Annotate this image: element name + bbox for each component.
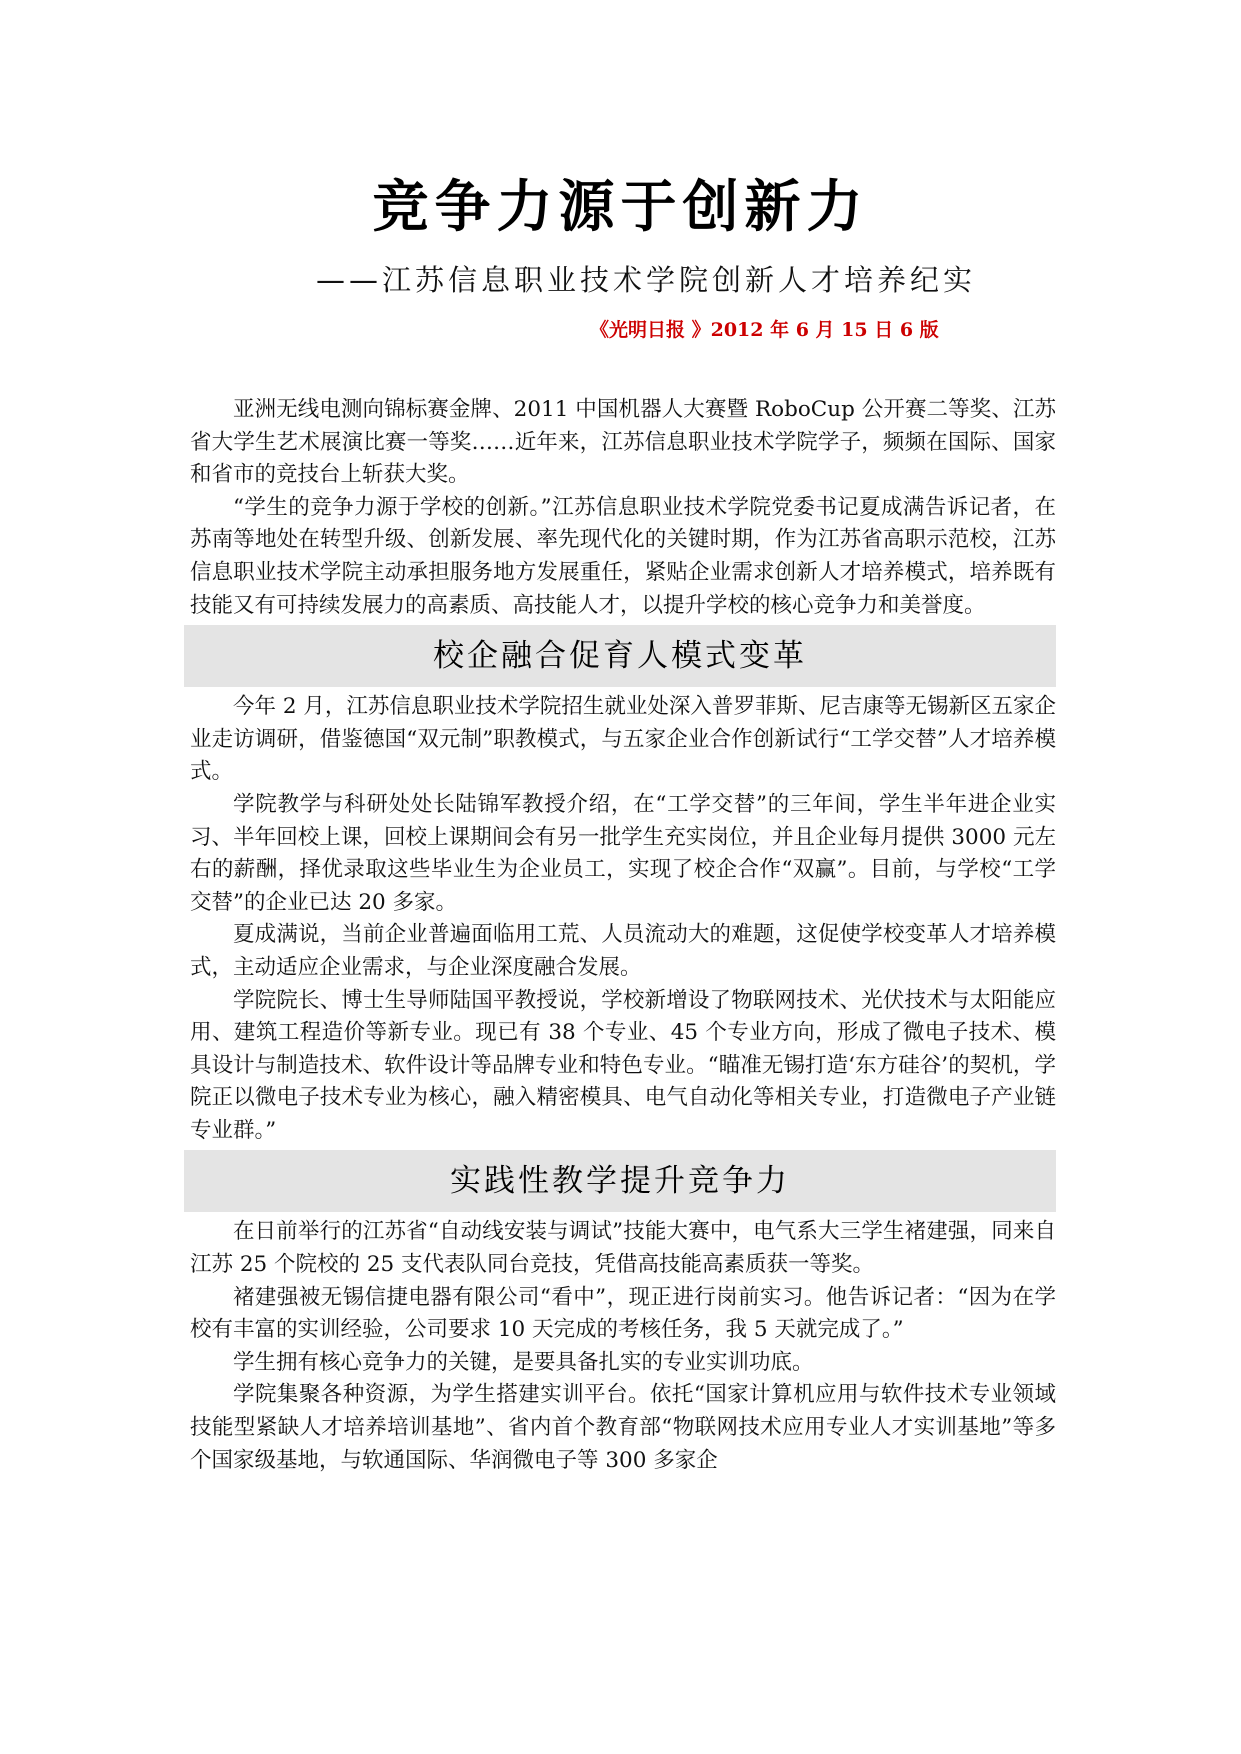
- section-heading-practical-teaching: 实践性教学提升竞争力: [184, 1150, 1056, 1212]
- section1-paragraph: 夏成满说，当前企业普遍面临用工荒、人员流动大的难题，这促使学校变革人才培养模式，主动适应企业需求，与企业深度融合发展。: [190, 922, 1056, 980]
- section2-paragraph: 在日前举行的江苏省“自动线安装与调试”技能大赛中，电气系大三学生褚建强，同来自江苏 25 个院校的 25 支代表队同台竞技，凭借高技能高素质获一等奖。: [190, 1219, 1056, 1278]
- publication-source: 《光明日报 》2012 年 6 月 15 日 6 版: [590, 319, 939, 341]
- section2-paragraph: 褚建强被无锡信捷电器有限公司“看中”，现正进行岗前实习。他告诉记者：“因为在学校有丰富的实训经验，公司要求 10 天完成的考核任务，我 5 天就完成了。”: [190, 1284, 1056, 1343]
- section-heading-school-enterprise: 校企融合促育人模式变革: [184, 625, 1056, 687]
- section2-paragraph: 学生拥有核心竞争力的关键，是要具备扎实的专业实训功底。: [233, 1349, 814, 1375]
- article-title: 竞争力源于创新力: [372, 175, 869, 240]
- intro-paragraph: 亚洲无线电测向锦标赛金牌、2011 中国机器人大赛暨 RoboCup 公开赛二等奖、江苏省大学生艺术展演比赛一等奖……近年来，江苏信息职业技术学院学子，频频在国际、国家和省市的竞技台上斩获大奖。: [190, 397, 1056, 488]
- article-body: [190, 394, 1056, 1477]
- article-subtitle: ——江苏信息职业技术学院创新人才培养纪实: [316, 263, 977, 297]
- section1-paragraph: 学院院长、博士生导师陆国平教授说，学校新增设了物联网技术、光伏技术与太阳能应用、建筑工程造价等新专业。现已有 38 个专业、45 个专业方向，形成了微电子技术、模具设计与制造技术、软件设计等品牌专业和特色专业。“瞄准无锡打造‘东方硅谷’的契机，学院正以微电子技术专业为核心，融入精密模具、电气自动化等相关专业，打造微电子产业链专业群。”: [190, 987, 1056, 1143]
- intro-paragraph: “学生的竞争力源于学校的创新。”江苏信息职业技术学院党委书记夏成满告诉记者，在苏南等地处在转型升级、创新发展、率先现代化的关键时期，作为江苏省高职示范校，江苏信息职业技术学院主动承担服务地方发展重任，紧贴企业需求创新人才培养模式，培养既有技能又有可持续发展力的高素质、高技能人才，以提升学校的核心竞争力和美誉度。: [190, 494, 1056, 618]
- section1-paragraph: 今年 2 月，江苏信息职业技术学院招生就业处深入普罗菲斯、尼吉康等无锡新区五家企业走访调研，借鉴德国“双元制”职教模式，与五家企业合作创新试行“工学交替”人才培养模式。: [190, 694, 1056, 785]
- section1-paragraph: 学院教学与科研处处长陆锦军教授介绍，在“工学交替”的三年间，学生半年进企业实习、半年回校上课，回校上课期间会有另一批学生充实岗位，并且企业每月提供 3000 元左右的薪酬，择优录取这些毕业生为企业员工，实现了校企合作“双赢”。目前，与学校“工学交替”的企业已达 20 多家。: [190, 791, 1056, 915]
- section2-paragraph: 学院集聚各种资源，为学生搭建实训平台。依托“国家计算机应用与软件技术专业领域技能型紧缺人才培养培训基地”、省内首个教育部“物联网技术应用专业人才实训基地”等多个国家级基地，与软通国际、华润微电子等 300 多家企: [190, 1382, 1056, 1473]
